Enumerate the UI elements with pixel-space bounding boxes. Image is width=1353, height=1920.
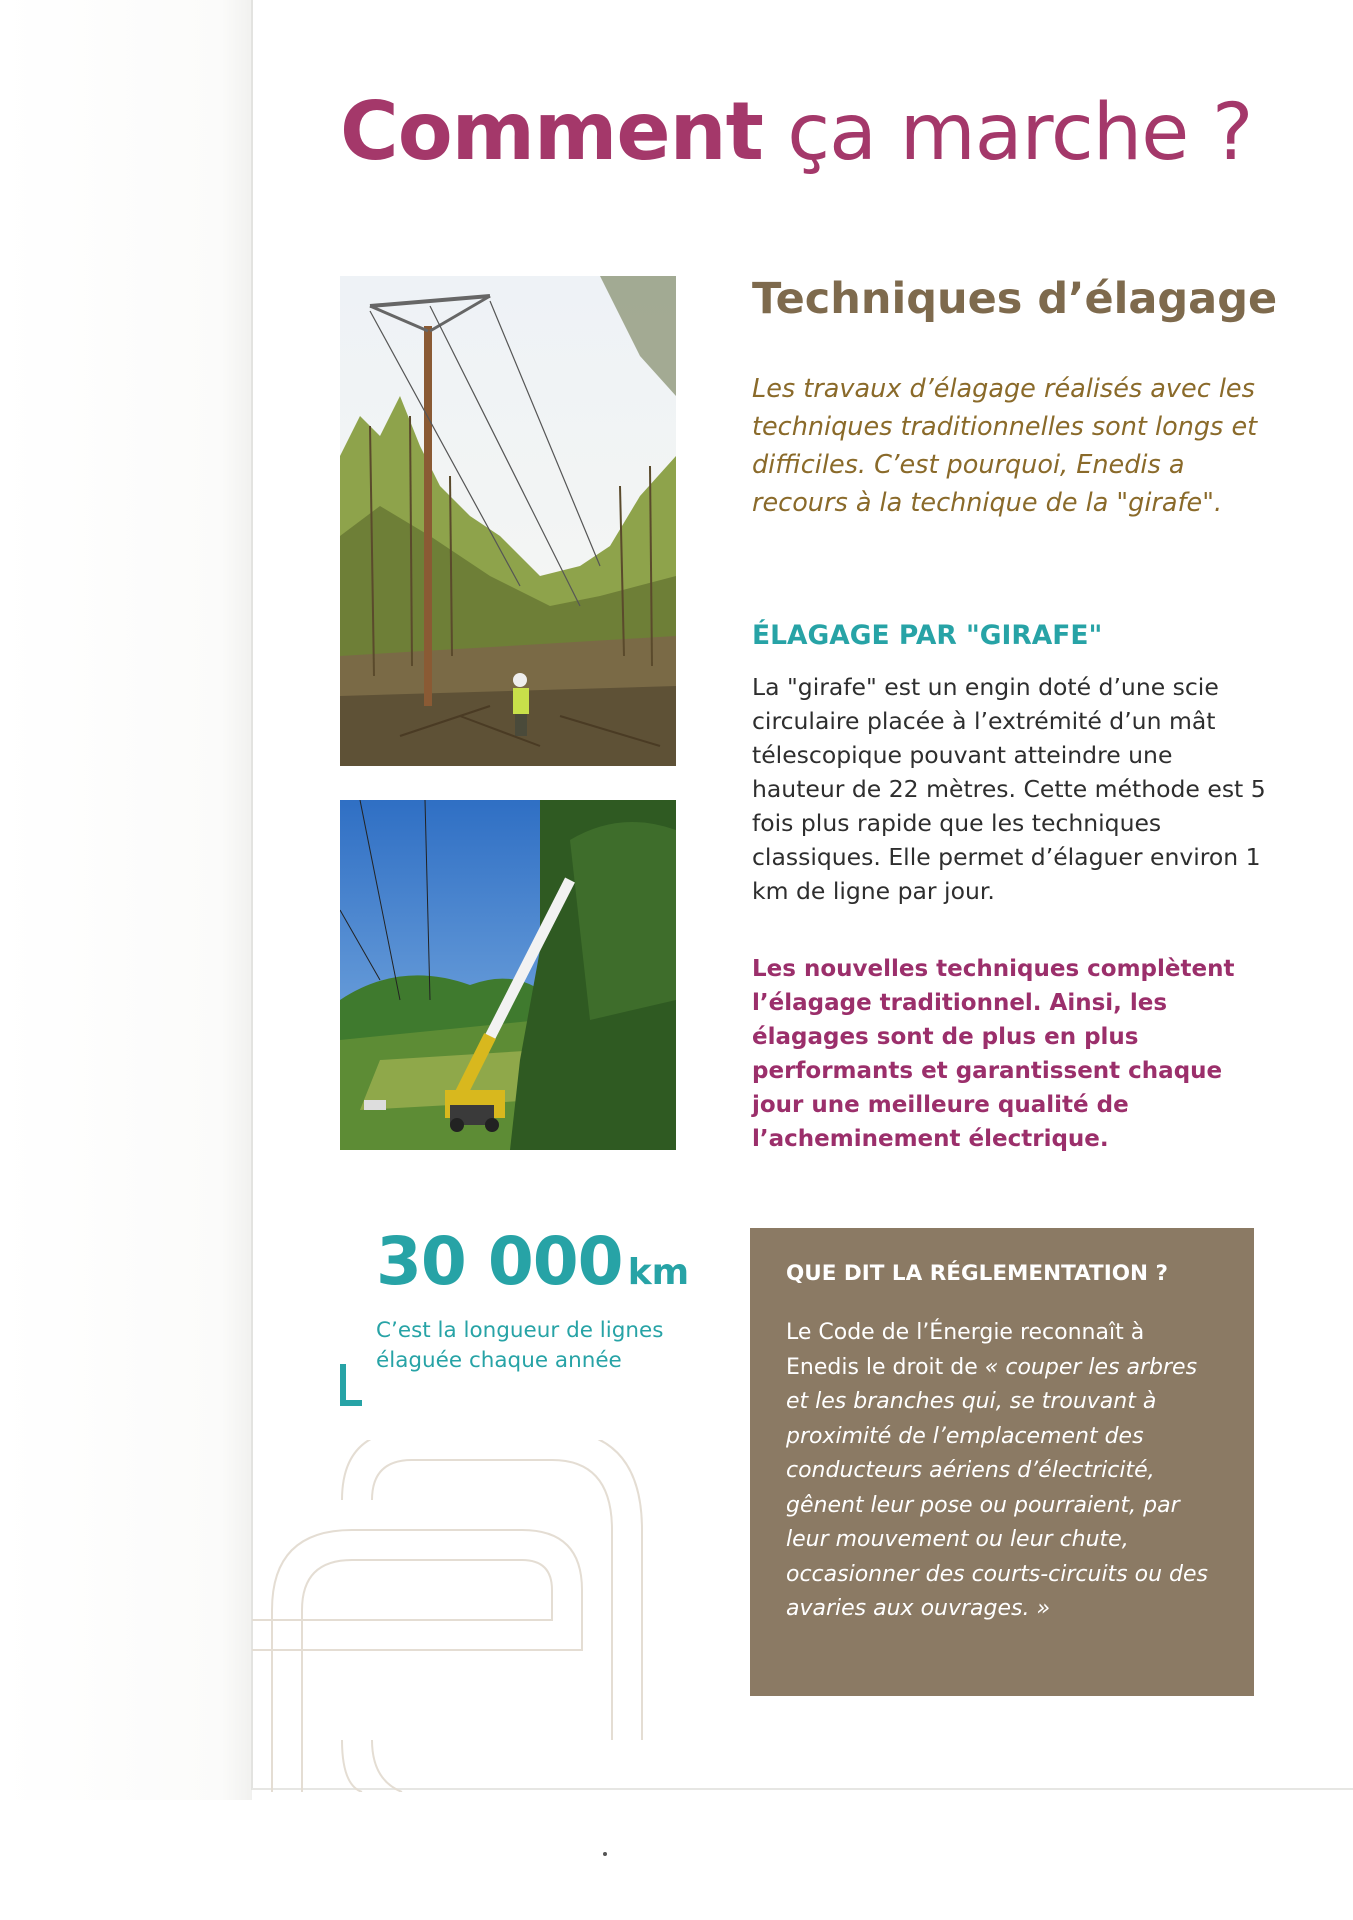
page-title-bold: Comment <box>340 85 763 178</box>
stat-unit: km <box>627 1252 690 1293</box>
logo-watermark <box>252 1440 712 1792</box>
regulation-quote: « couper les arbres et les branches qui, se trouvant à proximité de l’emplacement des conducteurs aériens d’électricité, gênent leur pose ou pourraient, par leur mouvement ou leur chute, occasionner des courts-circuits ou des avaries aux ouvrages. » <box>786 1354 1208 1621</box>
regulation-intro: Le Code de l’Énergie reconnaît à Enedis le droit de <box>786 1320 1145 1380</box>
regulation-box <box>750 1228 1254 1696</box>
regulation-title: QUE DIT LA RÉGLEMENTATION ? <box>786 1261 1168 1286</box>
stat-figure <box>376 1222 689 1302</box>
section-title: Techniques d’élagage <box>752 274 1278 324</box>
scan-speck <box>603 1852 607 1856</box>
photo-forest-power-line <box>340 276 676 766</box>
girafe-subheading: ÉLAGAGE PAR "GIRAFE" <box>752 620 1103 651</box>
corner-bracket-icon <box>340 1364 362 1406</box>
page-title <box>340 84 1252 181</box>
regulation-text <box>786 1316 1218 1627</box>
photo-girafe-machine <box>340 800 676 1150</box>
girafe-description: La "girafe" est un engin doté d’une scie circulaire placée à l’extrémité d’un mât télescopique pouvant atteindre une hauteur de 22 mètres. Cette méthode est 5 fois plus rapide que les techniques classiques. Elle permet d’élaguer environ 1 km de ligne par jour. <box>752 673 1266 905</box>
stat-caption: C’est la longueur de lignes élaguée chaque année <box>376 1318 664 1373</box>
page-title-light: ça marche ? <box>787 88 1253 178</box>
left-page-margin <box>0 0 252 1800</box>
stat-number: 30 000 <box>376 1223 623 1300</box>
highlight-paragraph: Les nouvelles techniques complètent l’élagage traditionnel. Ainsi, les élagages sont de plus en plus performants et garantissent chaque jour une meilleure qualité de l’acheminement électrique. <box>752 956 1235 1152</box>
intro-paragraph: Les travaux d’élagage réalisés avec les techniques traditionnelles sont longs et difficiles. C’est pourquoi, Enedis a recours à la technique de la "girafe". <box>752 374 1258 518</box>
